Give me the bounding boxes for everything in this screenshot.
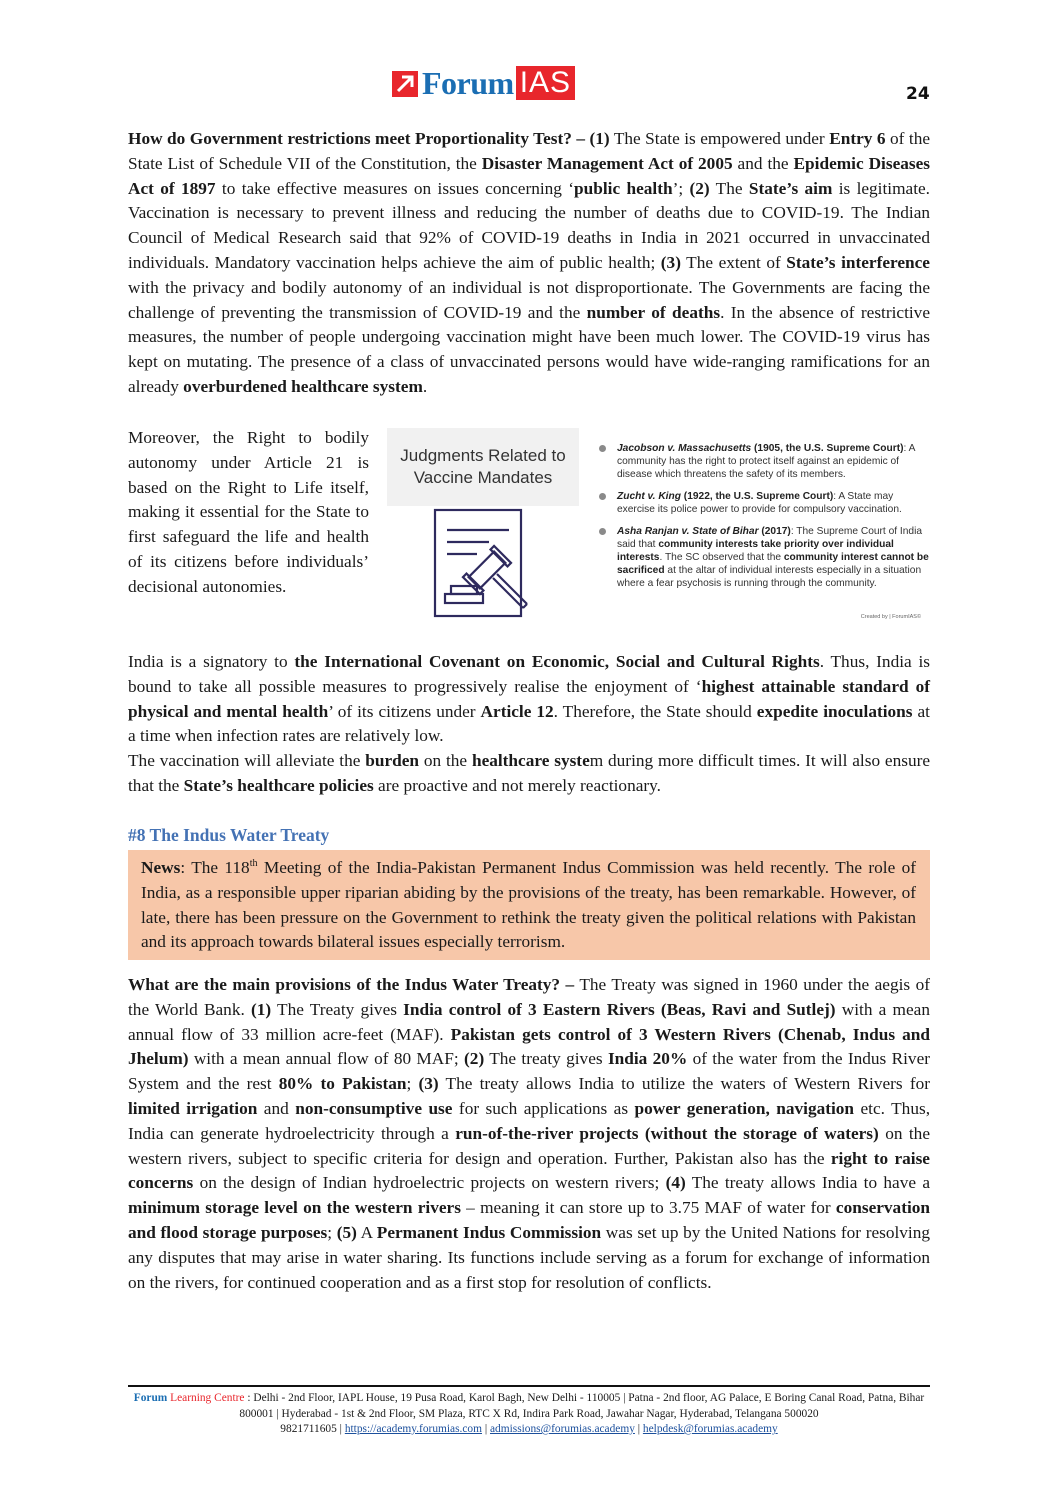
news-label: News xyxy=(141,858,181,877)
proportionality-paragraph: How do Government restrictions meet Proportionality Test? – (1) The State is empowered under Entry 6 of the State List of Schedule VII of the Constitution, the Disaster Management Act of 2005 and the Epidemic Diseases Act of 1897 to take effective measures on issues concerning ‘public health’; (2) The State’s aim is legitimate. Vaccination is necessary to prevent illness and reducing the number of deaths due to COVID-19. The Indian Council of Medical Research said that 92% of COVID-19 deaths in India in 2021 occurred in unvaccinated individuals. Mandatory vaccination helps achieve the aim of public health; (3) The extent of State’s interference with the privacy and bodily autonomy of an individual is not disproportionate. The Governments are facing the challenge of preventing the transmission of COVID-19 and the number of deaths. In the absence of restrictive measures, the number of people undergoing vaccination might have been much lower. The COVID-19 virus has kept on mutating. The presence of a class of unvaccinated persons would have wide-ranging ramifications for an already overburdened healthcare system. xyxy=(128,129,931,396)
bodily-autonomy-paragraph: Moreover, the Right to bodily autonomy under Article 21 is based on the Right to Life itself, making it essential for the State to first safeguard the life and health of its citizens before individuals’ decisional autonomies. xyxy=(128,428,369,596)
healthcare-burden-paragraph: The vaccination will alleviate the burden on the healthcare system during more difficult times. It will also ensure that the State’s healthcare policies are proactive and not merely reactionary. xyxy=(128,751,931,795)
judgment-item: Zucht v. King (1922, the U.S. Supreme Court): A State may exercise its police power to provide for compulsory vaccination. xyxy=(599,490,929,516)
bullet-icon xyxy=(599,528,606,535)
footer-address: Delhi - 2nd Floor, IAPL House, 19 Pusa Road, Karol Bagh, New Delhi - 110005 | Patna - 2nd floor, AG Palace, E Boring Canal Road, Patna, Bihar 800001 | Hyderabad - 1st & 2nd Floor, SM Plaza, RTC X Rd, Indira Park Road, Jawahar Nagar, Hyderabad, Telangana 500020 xyxy=(239,1392,925,1420)
document-gavel-icon xyxy=(433,508,537,624)
judgment-item: Jacobson v. Massachusetts (1905, the U.S. Supreme Court): A community has the right to protect itself against an epidemic of disease which threatens the safety of its members. xyxy=(599,442,929,481)
infographic-title: Judgments Related to Vaccine Mandates xyxy=(387,428,579,506)
bullet-icon xyxy=(599,493,606,500)
proportionality-question: How do Government restrictions meet Proportionality Test? – xyxy=(128,129,585,148)
arrow-up-right-icon xyxy=(392,71,418,97)
logo-forum-text: Forum xyxy=(422,65,514,101)
judgment-item: Asha Ranjan v. State of Bihar (2017): The Supreme Court of India said that community interests take priority over individual interests. The SC observed that the community interest cannot be sacrificed at the altar of individual interests especially in a situation where a fear psychosis is running through the community. xyxy=(599,525,929,590)
provisions-paragraph: What are the main provisions of the Indus Water Treaty? – The Treaty was signed in 1960 under the aegis of the World Bank. (1) The Treaty gives India control of 3 Eastern Rivers (Beas, Ravi and Sutlej) with a mean annual flow of 33 million acre-feet (MAF). Pakistan gets control of 3 Western Rivers (Chenab, Indus and Jhelum) with a mean annual flow of 80 MAF; (2) The treaty gives India 20% of the water from the Indus River System and the rest 80% to Pakistan; (3) The treaty allows India to utilize the waters of Western Rivers for limited irrigation and non-consumptive use for such applications as power generation, navigation etc. Thus, India can generate hydroelectricity through a run-of-the-river projects (without the storage of waters) on the western rivers, subject to specific criteria for design and operation. Further, Pakistan also has the right to raise concerns on the design of Indian hydroelectric projects on western rivers; (4) The treaty allows India to have a minimum storage level on the western rivers – meaning it can store up to 3.75 MAF of water for conservation and flood storage purposes; (5) A Permanent Indus Commission was set up by the United Nations for resolving any disputes that may arise in water sharing. Its functions include serving as a forum for exchange of information on the rivers, for continued cooperation and as a first stop for resolution of conflicts. xyxy=(128,975,931,1292)
logo-ias-text: IAS xyxy=(516,66,575,100)
covenant-paragraph: India is a signatory to the International Covenant on Economic, Social and Cultural Rights. Thus, India is bound to take all possible measures to progressively realise the enjoyment of ‘highest attainable standard of physical and mental health’ of its citizens under Article 12. Therefore, the State should expedite inoculations at a time when infection rates are relatively low. xyxy=(128,652,930,746)
section-heading-indus-water-treaty: #8 The Indus Water Treaty xyxy=(128,825,330,845)
news-box: News: The 118th Meeting of the India-Pakistan Permanent Indus Commission was held recently. The role of India, as a responsible upper riparian abiding by the provisions of the treaty, has been remarkable. However, of late, there has been pressure on the Government to rethink the treaty given the political relations with Pakistan and its approach towards bilateral issues especially terrorism. xyxy=(128,850,930,960)
vaccine-judgments-infographic xyxy=(387,428,935,626)
footer-phone: 9821711605 xyxy=(280,1423,337,1435)
bullet-icon xyxy=(599,445,606,452)
forumias-logo xyxy=(392,66,575,100)
helpdesk-email-link[interactable]: helpdesk@forumias.academy xyxy=(642,1423,778,1435)
footer: Forum Learning Centre : Delhi - 2nd Floor, IAPL House, 19 Pusa Road, Karol Bagh, New Delhi - 110005 | Patna - 2nd floor, AG Palace, E Boring Canal Road, Patna, Bihar 800001 | Hyderabad - 1st & 2nd Floor, SM Plaza, RTC X Rd, Indira Park Road, Jawahar Nagar, Hyderabad, Telangana 500020 9821711605 | https://academy.forumias.com | admissions@forumias.academy | helpdesk@forumias.academy xyxy=(128,1385,930,1438)
infographic-credit: Created by | ForumIAS© xyxy=(860,614,921,620)
judgments-list xyxy=(599,442,929,599)
page-number: 24 xyxy=(906,84,930,104)
footer-forum: Forum xyxy=(133,1392,168,1404)
website-link[interactable]: https://academy.forumias.com xyxy=(344,1423,482,1435)
admissions-email-link[interactable]: admissions@forumias.academy xyxy=(489,1423,635,1435)
footer-learning-centre: Learning Centre xyxy=(167,1392,245,1404)
